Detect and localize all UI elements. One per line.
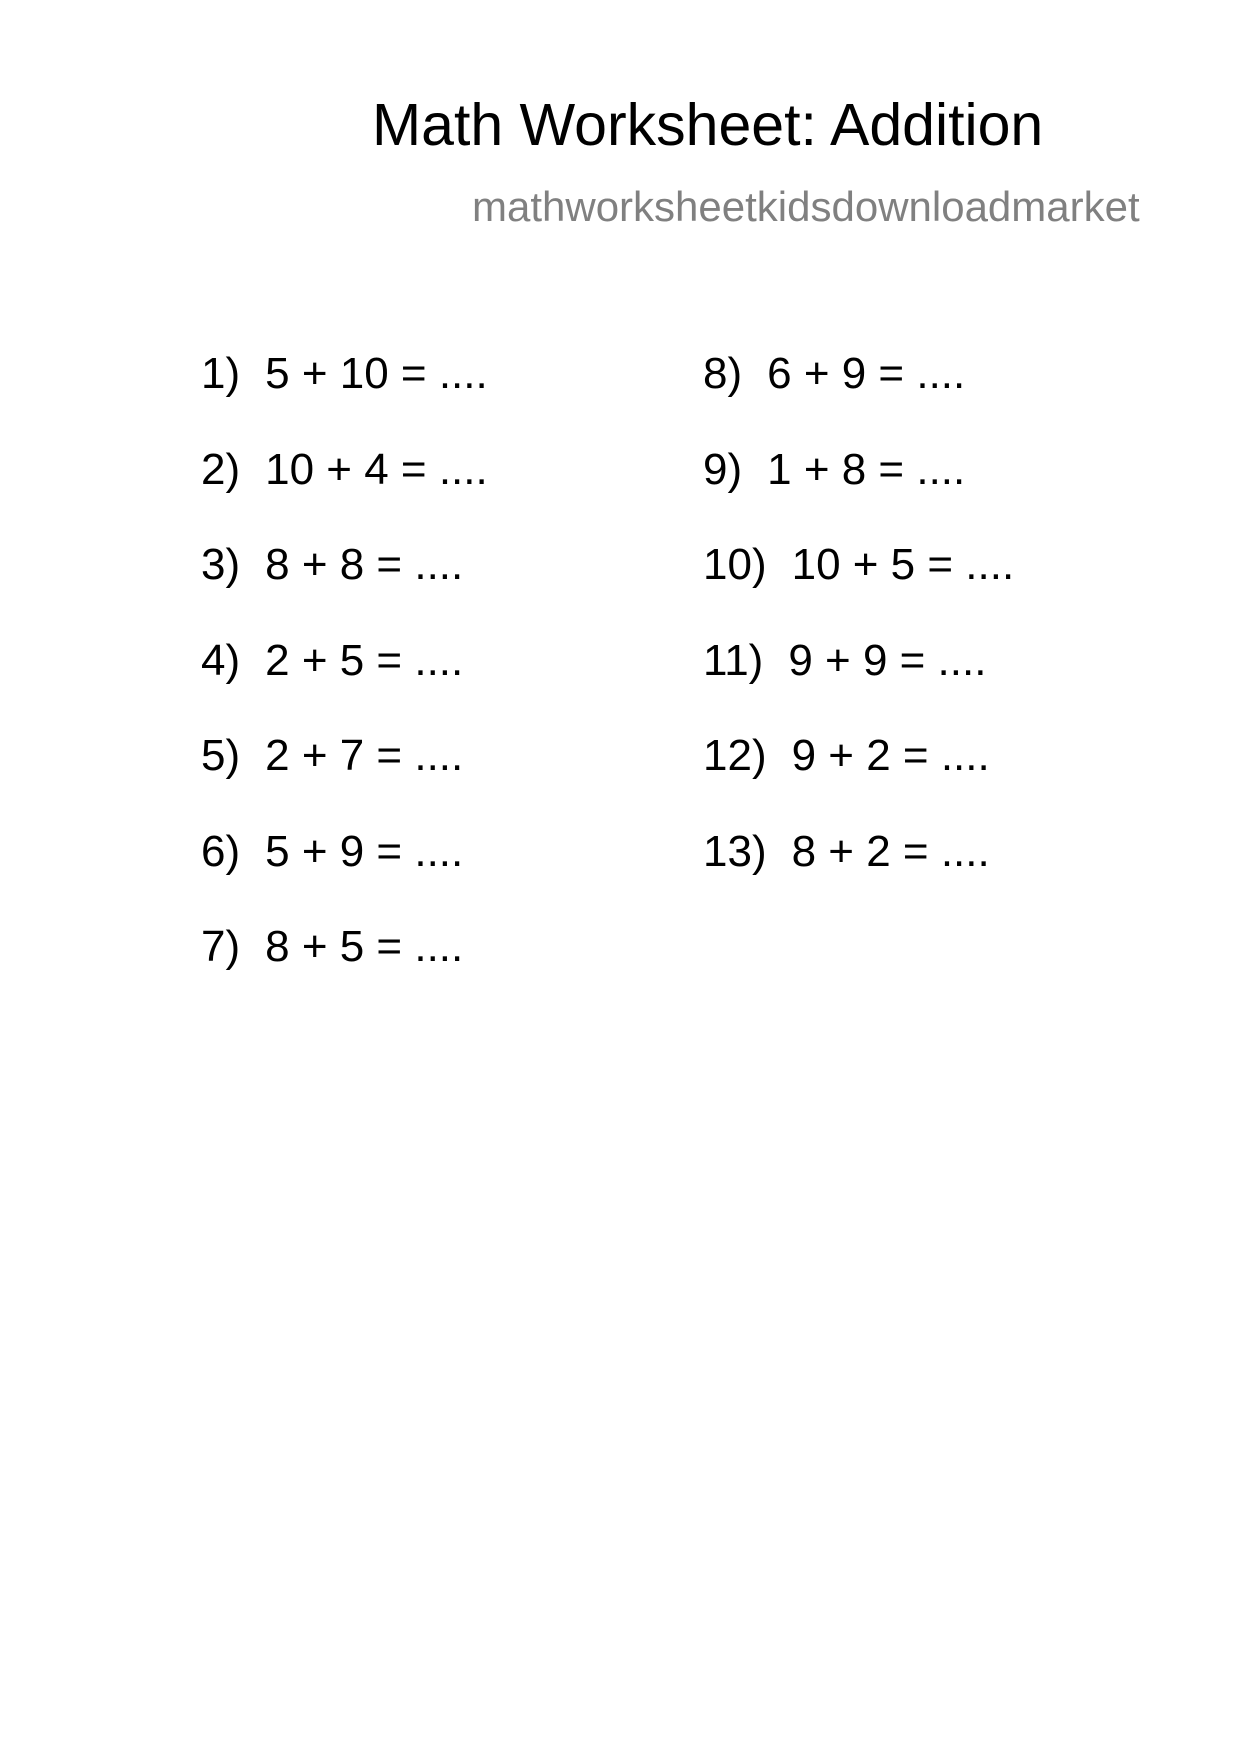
problem-expression: 8 + 8 = .... [265,540,464,589]
problem-expression: 5 + 10 = .... [265,349,488,398]
problem-item [703,540,1015,639]
problem-number: 3) [201,540,241,589]
problem-expression: 2 + 7 = .... [265,731,464,780]
problem-expression: 1 + 8 = .... [767,444,966,494]
problem-expression: 6 + 9 = .... [767,349,966,398]
problem-number: 11) [703,635,764,685]
problem-expression: 5 + 9 = .... [265,826,464,876]
problem-item [201,635,488,735]
problem-expression: 8 + 2 = .... [791,826,990,876]
problem-item [201,826,488,926]
problem-number: 1) [201,349,241,398]
problem-item [703,349,1014,448]
problem-expression: 10 + 5 = .... [791,540,1015,589]
problem-expression: 9 + 2 = .... [791,731,990,780]
problem-number: 10) [703,540,767,589]
problem-item [703,731,1014,830]
problem-expression: 9 + 9 = .... [788,635,987,685]
page-title: Math Worksheet: Addition [372,92,1044,158]
problem-expression: 10 + 4 = .... [265,444,488,494]
problem-item [201,444,488,544]
right-problem-column [703,349,1015,925]
problem-item [703,635,1014,735]
problem-number: 6) [201,826,241,876]
problem-number: 4) [201,635,241,685]
problem-number: 5) [201,731,241,780]
source-watermark: mathworksheetkidsdownloadmarket [472,183,1140,230]
problem-number: 12) [703,731,767,780]
problem-number: 8) [703,349,743,398]
problem-number: 2) [201,444,241,494]
problem-item [201,731,488,830]
problem-number: 9) [703,444,743,494]
problem-number: 7) [201,922,241,971]
problem-expression: 8 + 5 = .... [265,922,464,971]
problem-item [703,826,1014,926]
problem-item [703,444,1014,544]
problem-item [201,540,488,639]
problem-expression: 2 + 5 = .... [265,635,464,685]
left-problem-column [201,349,488,1021]
problem-number: 13) [703,826,767,876]
problem-item [201,349,488,448]
problem-item [201,922,488,1021]
